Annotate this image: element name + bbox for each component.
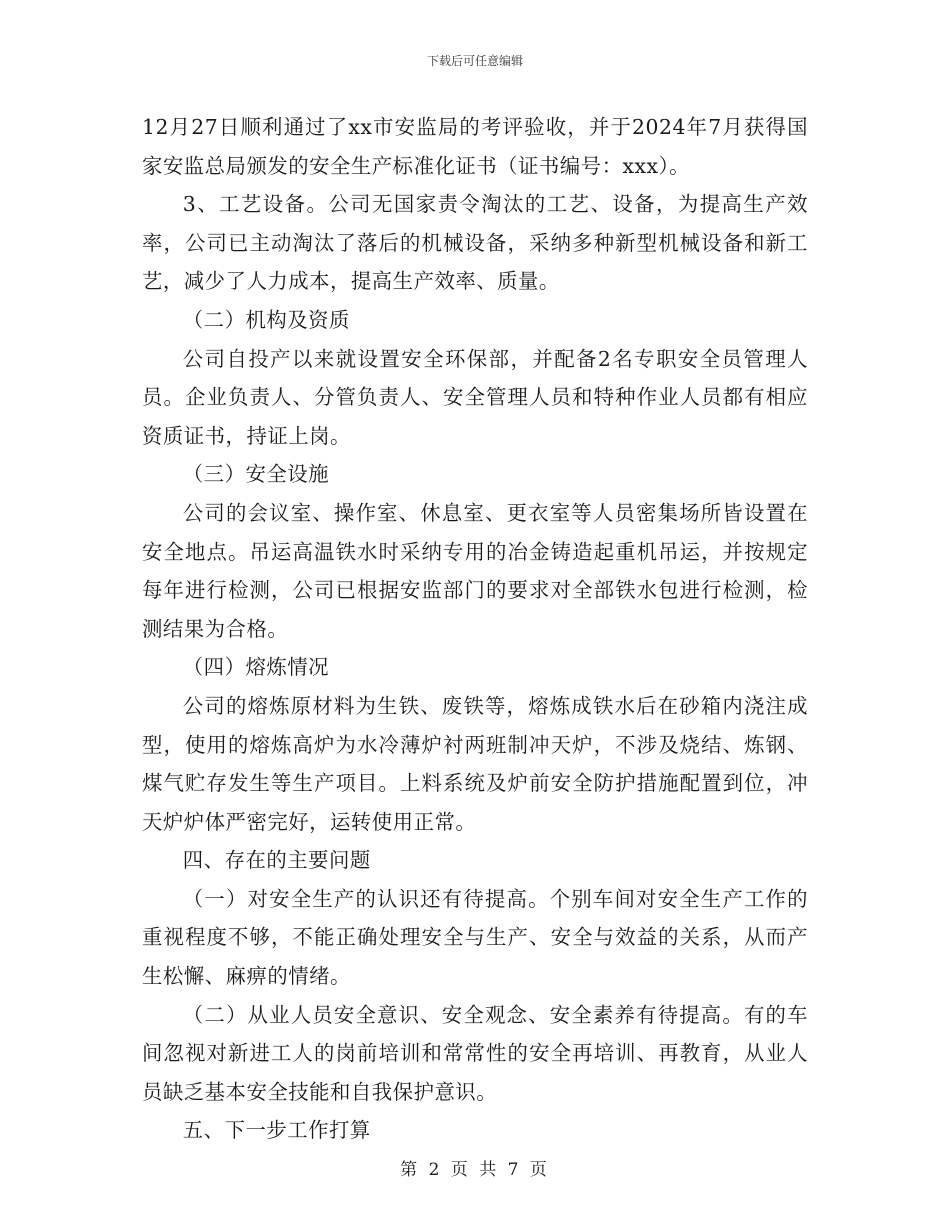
document-body bbox=[142, 108, 808, 1150]
page-header: 下载后可任意编辑 bbox=[426, 54, 523, 68]
section-heading-next-steps: 五、下一步工作打算 bbox=[182, 1118, 371, 1143]
section-heading-safety-facilities: （三）安全设施 bbox=[182, 462, 330, 487]
section-heading-main-problems: 四、存在的主要问题 bbox=[182, 848, 371, 873]
page-footer: 第 2 页 共 7 页 bbox=[400, 1160, 550, 1180]
paragraph-problem-1: （一）对安全生产的认识还有待提高。个别车间对安全生产工作的重视程度不够，不能正确处理安全与生产、安全与效益的关系，从而产生松懈、麻痹的情绪。 bbox=[142, 886, 808, 989]
section-heading-smelting: （四）熔炼情况 bbox=[182, 655, 330, 680]
paragraph-problem-2: （二）从业人员安全意识、安全观念、安全素养有待提高。有的车间忽视对新进工人的岗前培训和常常性的安全再培训、再教育，从业人员缺乏基本安全技能和自我保护意识。 bbox=[142, 1002, 808, 1104]
paragraph-safety-facilities: 公司的会议室、操作室、休息室、更衣室等人员密集场所皆设置在安全地点。吊运高温铁水时采纳专用的冶金铸造起重机吊运，并按规定每年进行检测，公司已根据安监部门的要求对全部铁水包进行检测，检测结果为合格。 bbox=[142, 500, 808, 641]
paragraph-continuation: 12月27日顺利通过了xx市安监局的考评验收，并于2024年7月获得国家安监总局颁发的安全生产标准化证书（证书编号：xxx）。 bbox=[142, 115, 808, 178]
paragraph-process-equipment: 3、工艺设备。公司无国家责令淘汰的工艺、设备，为提高生产效率，公司已主动淘汰了落后的机械设备，采纳多种新型机械设备和新工艺，减少了人力成本，提高生产效率、质量。 bbox=[142, 192, 808, 294]
section-heading-organization: （二）机构及资质 bbox=[182, 307, 350, 332]
paragraph-smelting: 公司的熔炼原材料为生铁、废铁等，熔炼成铁水后在砂箱内浇注成型，使用的熔炼高炉为水冷薄炉衬两班制冲天炉，不涉及烧结、炼钢、煤气贮存发生等生产项目。上料系统及炉前安全防护措施配置到位，冲天炉炉体严密完好，运转使用正常。 bbox=[142, 693, 808, 834]
paragraph-organization: 公司自投产以来就设置安全环保部，并配备2名专职安全员管理人员。企业负责人、分管负责人、安全管理人员和特种作业人员都有相应资质证书，持证上岗。 bbox=[142, 346, 808, 448]
